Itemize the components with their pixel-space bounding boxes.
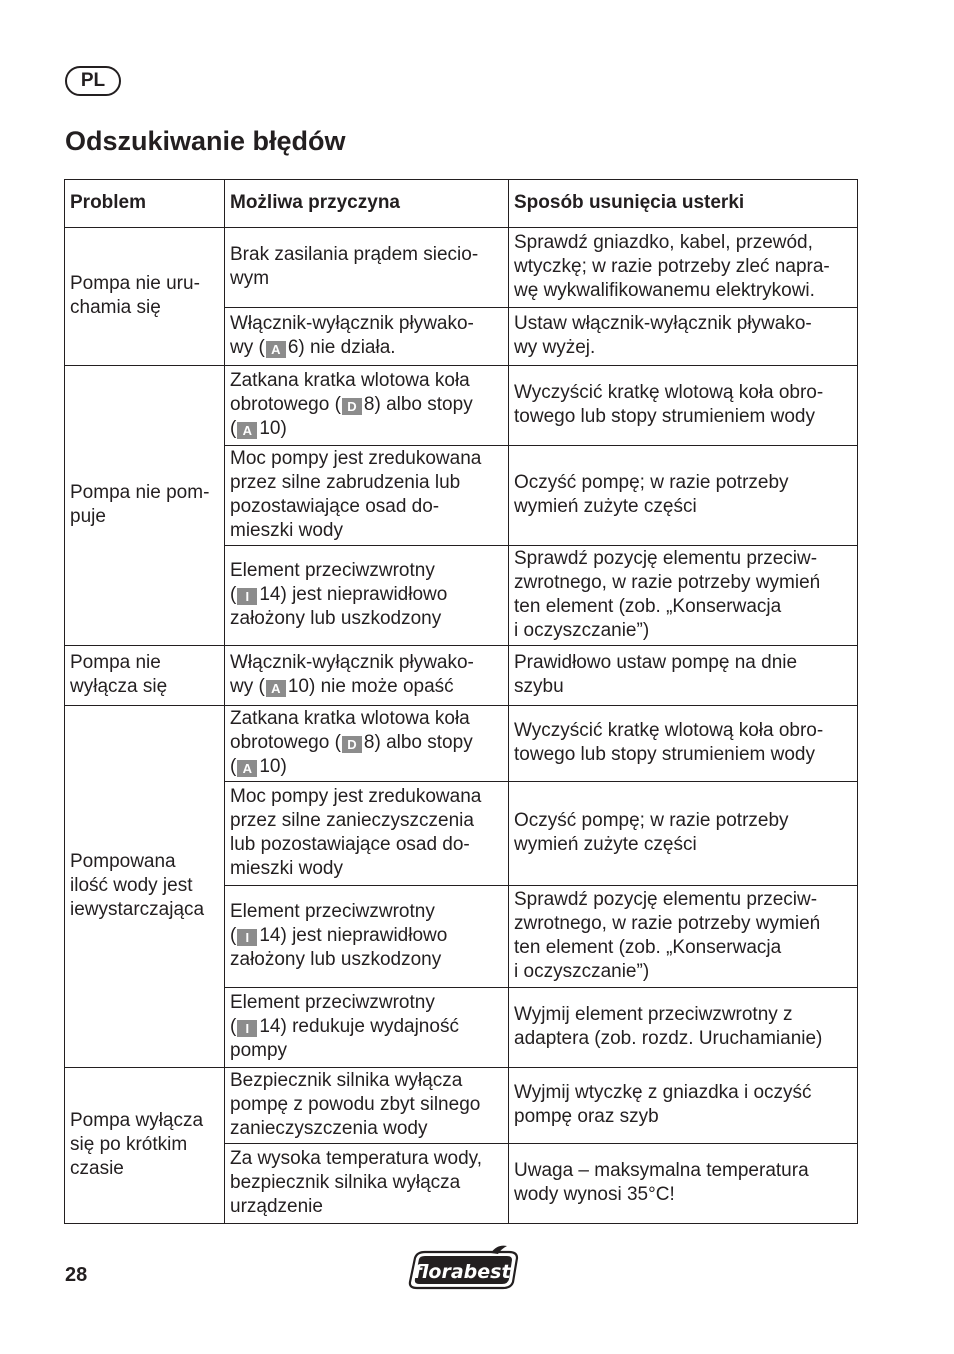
cause-cell: Brak zasilania prądem siecio- wym	[225, 228, 509, 308]
figure-ref-badge: D	[342, 736, 362, 753]
cause-cell: Włącznik-wyłącznik pływako- wy ( A 6) nie działa.	[225, 308, 509, 366]
remedy-cell: Sprawdź pozycję elementu przeciw- zwrotnego, w razie potrzeby wymień ten element (zob. „Konserwacja i oczyszczanie”)	[509, 886, 858, 988]
cause-cell: Bezpiecznik silnika wyłącza pompę z powodu zbyt silnego zanieczyszczenia wody	[225, 1068, 509, 1144]
remedy-cell: Sprawdź pozycję elementu przeciw- zwrotnego, w razie potrzeby wymień ten element (zob. „Konserwacja i oczyszczanie”)	[509, 546, 858, 646]
table-row	[65, 706, 858, 782]
problem-cell: Pompa nie uru- chamia się	[65, 228, 225, 366]
table-row	[65, 366, 858, 446]
cause-cell: Zatkana kratka wlotowa koła obrotowego ( D 8) albo stopy ( A 10)	[225, 706, 509, 782]
remedy-cell: Oczyść pompę; w razie potrzeby wymień zużyte części	[509, 782, 858, 886]
page-number: 28	[65, 1264, 88, 1286]
figure-ref-badge: I	[237, 929, 257, 946]
table-row	[65, 228, 858, 308]
page-title: Odszukiwanie błędów	[65, 126, 346, 156]
cause-cell: Moc pompy jest zredukowana przez silne zabrudzenia lub pozostawiające osad do- mieszki wody	[225, 446, 509, 546]
cause-cell: Włącznik-wyłącznik pływako- wy ( A 10) nie może opaść	[225, 646, 509, 706]
remedy-cell: Wyczyścić kratkę wlotową koła obro- towego lub stopy strumieniem wody	[509, 706, 858, 782]
table-row	[65, 1068, 858, 1144]
cause-cell: Zatkana kratka wlotowa koła obrotowego ( D 8) albo stopy ( A 10)	[225, 366, 509, 446]
table-body	[65, 228, 858, 1224]
figure-ref-badge: A	[266, 341, 286, 358]
table-row	[65, 646, 858, 706]
header-problem: Problem	[65, 180, 225, 228]
header-cause: Możliwa przyczyna	[225, 180, 509, 228]
cause-cell: Element przeciwzwrotny ( I 14) jest nieprawidłowo założony lub uszkodzony	[225, 546, 509, 646]
header-remedy: Sposób usunięcia usterki	[509, 180, 858, 228]
logo-wordmark: florabest	[413, 1261, 511, 1283]
figure-ref-badge: D	[342, 398, 362, 415]
remedy-cell: Wyczyścić kratkę wlotową koła obro- towego lub stopy strumieniem wody	[509, 366, 858, 446]
figure-ref-badge: A	[237, 422, 257, 439]
figure-ref-badge: I	[237, 588, 257, 605]
problem-cell: Pompowana ilość wody jest iewystarczająca	[65, 706, 225, 1068]
cause-cell: Element przeciwzwrotny ( I 14) redukuje wydajność pompy	[225, 988, 509, 1068]
language-badge: PL	[65, 66, 121, 96]
cause-cell: Element przeciwzwrotny ( I 14) jest nieprawidłowo założony lub uszkodzony	[225, 886, 509, 988]
remedy-cell: Prawidłowo ustaw pompę na dnie szybu	[509, 646, 858, 706]
problem-cell: Pompa nie wyłącza się	[65, 646, 225, 706]
remedy-cell: Ustaw włącznik-wyłącznik pływako- wy wyżej.	[509, 308, 858, 366]
figure-ref-badge: A	[266, 680, 286, 697]
remedy-cell: Sprawdź gniazdko, kabel, przewód, wtyczkę; w razie potrzeby zleć napra- wę wykwalifikowanemu elektrykowi.	[509, 228, 858, 308]
table-header-row	[65, 180, 858, 228]
figure-ref-badge: A	[237, 760, 257, 777]
problem-cell: Pompa nie pom- puje	[65, 366, 225, 646]
cause-cell: Moc pompy jest zredukowana przez silne zanieczyszczenia lub pozostawiające osad do- mieszki wody	[225, 782, 509, 886]
cause-cell: Za wysoka temperatura wody, bezpiecznik silnika wyłącza urządzenie	[225, 1144, 509, 1224]
remedy-cell: Oczyść pompę; w razie potrzeby wymień zużyte części	[509, 446, 858, 546]
remedy-cell: Wyjmij wtyczkę z gniazdka i oczyść pompę oraz szyb	[509, 1068, 858, 1144]
remedy-cell: Uwaga – maksymalna temperatura wody wynosi 35°C!	[509, 1144, 858, 1224]
figure-ref-badge: I	[237, 1020, 257, 1037]
florabest-logo	[405, 1244, 521, 1290]
troubleshooting-table	[64, 179, 858, 1224]
remedy-cell: Wyjmij element przeciwzwrotny z adaptera (zob. rozdz. Uruchamianie)	[509, 988, 858, 1068]
problem-cell: Pompa wyłącza się po krótkim czasie	[65, 1068, 225, 1224]
